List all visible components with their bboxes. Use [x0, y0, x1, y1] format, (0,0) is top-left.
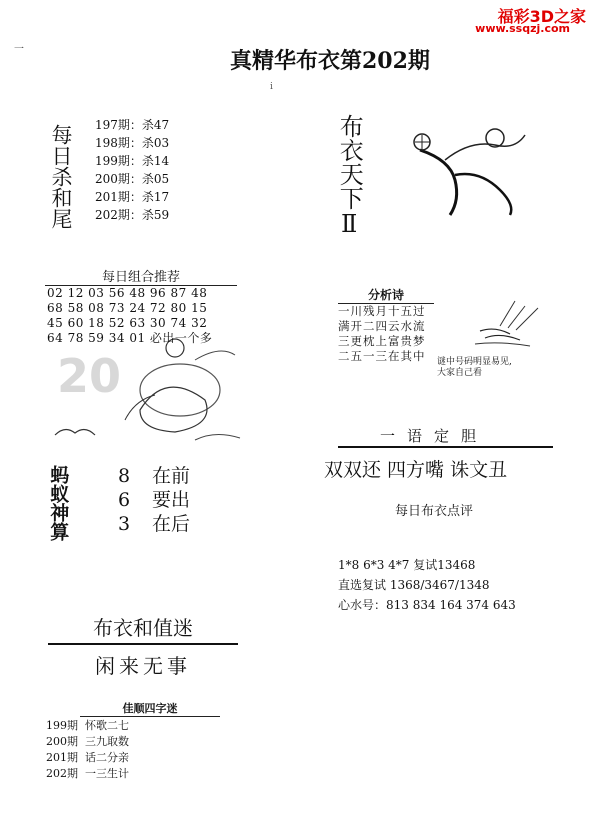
svg-text:20: 20 [57, 349, 122, 403]
ant-text: 要出 [152, 489, 191, 511]
poem-line: 满开二四云水流 [338, 319, 426, 333]
review-line: 心水号：813 834 164 374 643 [338, 598, 516, 612]
one-word-title: 一语定胆 [380, 427, 489, 445]
combo-line: 02 12 03 56 48 96 87 48 [47, 286, 208, 300]
list-item: 201期：杀17 [95, 190, 170, 204]
list-item [46, 766, 129, 782]
divider [338, 446, 553, 448]
combo-title: 每日组合推荐 [45, 266, 237, 286]
combo-line: 68 58 08 73 24 72 80 15 [47, 301, 208, 315]
combo-lines [47, 286, 212, 346]
note-line: 谜中号码明显易见, [437, 357, 512, 367]
site-watermark: 福彩3D之家 [497, 7, 586, 26]
riddle-text: 话二分亲 [85, 751, 129, 764]
riddle-period: 202期 [46, 767, 78, 780]
reed-sketch [470, 296, 550, 351]
margin-mark: 一 [14, 44, 24, 55]
stray-mark: i [270, 82, 273, 92]
poem-title: 分析诗 [338, 286, 434, 304]
ant-text: 在后 [152, 513, 191, 535]
riddle-title: 佳顺四字迷 [80, 700, 220, 717]
list-item: 200期：杀05 [95, 172, 170, 186]
poem-lines [338, 304, 426, 364]
list-item: 198期：杀03 [95, 136, 170, 150]
list-item: 202期：杀59 [95, 208, 170, 222]
pun-title: 布衣和值迷 [48, 612, 238, 645]
riddle-list [46, 718, 129, 782]
ant-digit: 8 [118, 465, 131, 487]
ant-text: 在前 [152, 465, 191, 487]
list-item [46, 734, 129, 750]
pun-answer: 闲来无事 [95, 654, 191, 678]
one-word-content: 双双还 四方嘴 诛文丑 [324, 459, 508, 481]
list-item [46, 750, 129, 766]
page-title: 真精华布衣第202期 [230, 48, 430, 74]
riddle-period: 201期 [46, 751, 78, 764]
poem-line: 二五一三在其中 [338, 349, 426, 363]
combo-line: 45 60 18 52 63 30 74 32 [47, 316, 208, 330]
note-line: 大家自己看 [437, 368, 483, 378]
poem-line: 一川残月十五过 [338, 304, 426, 318]
list-item: 197期：杀47 [95, 118, 170, 132]
tail-kill-list [95, 116, 169, 224]
combo-line: 64 78 59 34 01 必出一个多 [47, 331, 213, 345]
riddle-text: 怀歌二七 [85, 719, 129, 732]
poem-note [437, 357, 512, 379]
riddle-period: 200期 [46, 735, 78, 748]
pine-branch-illustration [400, 120, 530, 220]
site-url: www.ssqzj.com [475, 22, 570, 35]
daily-review-title: 每日布衣点评 [395, 504, 474, 519]
ant-digit: 6 [118, 489, 131, 511]
poem-line: 三更枕上富贵梦 [338, 334, 426, 348]
list-item: 199期：杀14 [95, 154, 170, 168]
riddle-text: 三九取数 [85, 735, 129, 748]
tail-kill-label: 每日杀和尾 [49, 124, 73, 229]
riddle-text: 一三生计 [85, 767, 129, 780]
ant-digit: 3 [118, 513, 131, 535]
review-line: 直选复试 1368/3467/1348 [338, 578, 490, 592]
riddle-period: 199期 [46, 719, 78, 732]
daily-review-lines [338, 555, 516, 615]
list-item [46, 718, 129, 734]
review-line: 1*8 6*3 4*7 复试13468 [338, 558, 476, 572]
ant-god-label: 蚂蚁神算 [47, 465, 70, 541]
buyi-tianxia-heading: 布衣天下Ⅱ [335, 114, 364, 238]
